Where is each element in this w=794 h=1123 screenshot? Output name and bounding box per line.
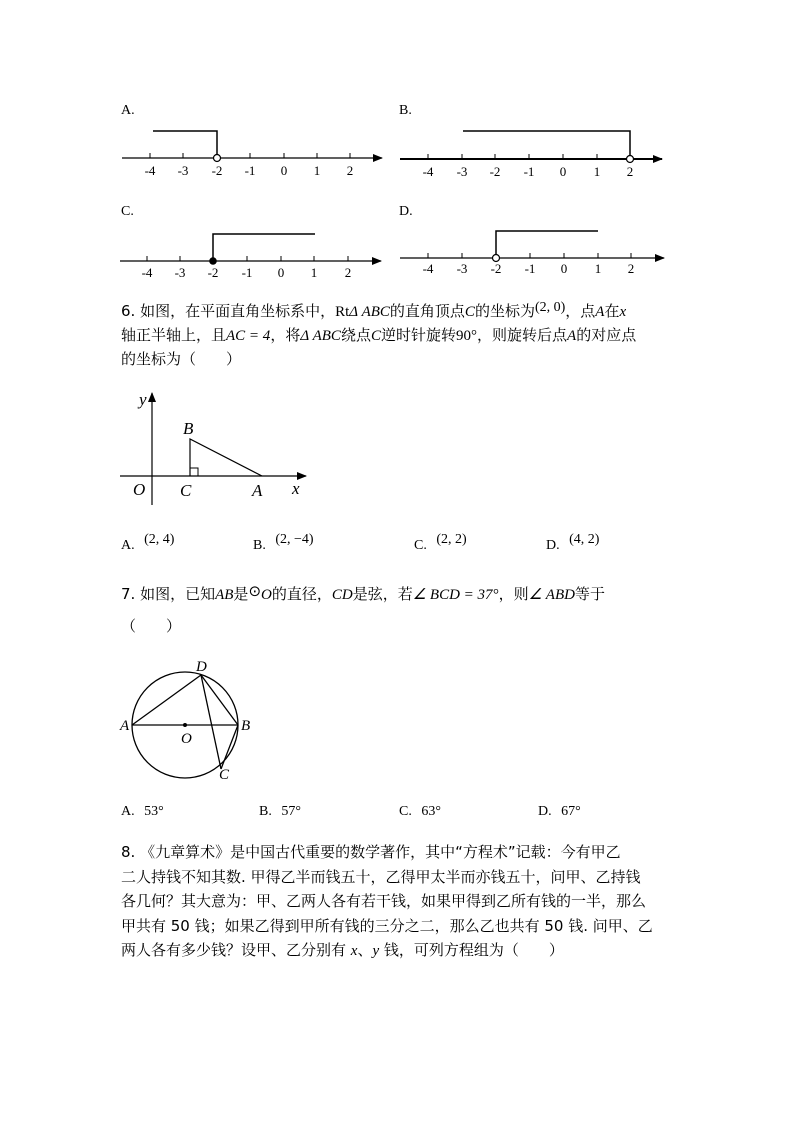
tick-label: 2 bbox=[627, 261, 635, 276]
option-label: A. bbox=[121, 804, 135, 819]
option-label: B. bbox=[253, 538, 266, 553]
label-a: A bbox=[252, 481, 263, 500]
number-line-a bbox=[122, 131, 382, 178]
tick-label: -4 bbox=[422, 261, 434, 276]
text: 6. 如图，在平面直角坐标系中， bbox=[121, 302, 336, 320]
option-value: 63° bbox=[421, 804, 441, 819]
tick-label: 0 bbox=[560, 261, 568, 276]
text: ，将 bbox=[270, 326, 301, 344]
text: 绕点 bbox=[340, 326, 371, 344]
question-8-line-2: 二人持钱不知其数. 甲得乙半而钱五十，乙得甲太半而亦钱五十，问甲、乙持钱 bbox=[121, 867, 641, 886]
tick-label: -4 bbox=[141, 265, 153, 280]
number-line-d bbox=[400, 231, 664, 276]
tick-label: -1 bbox=[241, 265, 253, 280]
math: AB bbox=[215, 587, 234, 603]
text: 轴正半轴上，且 bbox=[121, 326, 227, 344]
label-x: x bbox=[292, 479, 300, 498]
math: ∠ BCD = 37° bbox=[412, 587, 499, 603]
tick-label: -4 bbox=[144, 163, 156, 178]
question-8-line-5 bbox=[121, 938, 691, 964]
tick-label: 1 bbox=[313, 163, 321, 178]
tick-label: -1 bbox=[524, 261, 536, 276]
q7-option-d bbox=[538, 804, 581, 820]
q6-option-c bbox=[414, 532, 467, 554]
circle-figure bbox=[115, 655, 260, 785]
question-8-line-4: 甲共有 50 钱；如果乙得到甲所有钱的三分之二，那么乙也共有 50 钱. 问甲、乙 bbox=[121, 916, 653, 935]
label-a: A bbox=[120, 718, 130, 734]
label-o: O bbox=[181, 731, 192, 747]
label-d: D bbox=[196, 659, 207, 675]
q6-option-b bbox=[253, 532, 314, 554]
math: ∠ ABD bbox=[528, 587, 575, 603]
triangle-abc bbox=[190, 439, 262, 476]
q7-option-b bbox=[259, 804, 301, 820]
open-circle-icon bbox=[627, 156, 634, 163]
math: x bbox=[619, 304, 627, 320]
q6-option-d bbox=[546, 532, 600, 554]
question-6-line-3: 的坐标为（ ） bbox=[121, 350, 242, 368]
option-value: 57° bbox=[281, 804, 301, 819]
option-value: 53° bbox=[144, 804, 164, 819]
number-line-c bbox=[120, 234, 381, 280]
coordinate-figure bbox=[110, 385, 310, 510]
tick-label: -1 bbox=[244, 163, 256, 178]
math: C bbox=[370, 328, 381, 344]
math: y bbox=[372, 943, 380, 959]
option-b-label: B. bbox=[399, 103, 412, 118]
option-a-label: A. bbox=[121, 103, 135, 118]
math: Δ ABC bbox=[300, 328, 341, 344]
option-label: C. bbox=[399, 804, 412, 819]
math: AC = 4 bbox=[226, 328, 271, 344]
option-c-label: C. bbox=[121, 204, 134, 219]
question-6-text bbox=[121, 300, 681, 371]
text: 逆时针旋转 bbox=[380, 326, 456, 344]
tick-label: -2 bbox=[211, 163, 223, 178]
tick-label: -3 bbox=[456, 164, 468, 179]
tick-label: 1 bbox=[310, 265, 318, 280]
tick-label: -2 bbox=[490, 261, 502, 276]
number-lines-figure bbox=[0, 0, 794, 300]
math: A bbox=[595, 304, 605, 320]
tick-label: 0 bbox=[280, 163, 288, 178]
tick-label: -1 bbox=[523, 164, 535, 179]
tick-label: 2 bbox=[344, 265, 352, 280]
label-c: C bbox=[219, 767, 230, 783]
text: 的直角顶点 bbox=[389, 302, 465, 320]
question-8-line-1: 8. 《九章算术》是中国古代重要的数学著作，其中“方程术”记载：今有甲乙 bbox=[121, 843, 621, 861]
number-line-b bbox=[400, 131, 662, 179]
option-value: (4, 2) bbox=[569, 532, 600, 547]
text: 钱，可列方程组为（ ） bbox=[379, 941, 564, 959]
text: 等于 bbox=[574, 585, 605, 603]
option-d-label: D. bbox=[399, 204, 413, 219]
option-value: (2, 2) bbox=[436, 532, 467, 547]
question-6-line-1 bbox=[121, 300, 681, 324]
tick-label: 2 bbox=[346, 163, 354, 178]
open-circle-icon bbox=[214, 155, 221, 162]
text: 两人各有多少钱？设甲、乙分别有 bbox=[121, 941, 351, 959]
math: O bbox=[261, 587, 272, 603]
question-7-line-2: （ ） bbox=[121, 617, 182, 635]
label-y: y bbox=[139, 390, 147, 409]
question-6-line-2 bbox=[121, 324, 681, 348]
tick-label: -3 bbox=[456, 261, 468, 276]
option-label: A. bbox=[121, 538, 135, 553]
text: 是 bbox=[233, 585, 249, 603]
math: x bbox=[350, 943, 358, 959]
option-label: D. bbox=[546, 538, 560, 553]
center-dot bbox=[183, 723, 187, 727]
text: Rt bbox=[335, 304, 350, 320]
tick-label: 2 bbox=[626, 164, 634, 179]
math: CD bbox=[331, 587, 353, 603]
label-b: B bbox=[183, 419, 194, 438]
math: Δ ABC bbox=[349, 304, 390, 320]
option-label: B. bbox=[259, 804, 272, 819]
question-8-text bbox=[121, 840, 691, 964]
q7-option-a bbox=[121, 804, 164, 820]
option-value: (2, −4) bbox=[275, 532, 314, 547]
tick-label: 0 bbox=[559, 164, 567, 179]
label-c: C bbox=[180, 481, 192, 500]
text: 7. 如图，已知 bbox=[121, 585, 216, 603]
math: A bbox=[567, 328, 577, 344]
right-angle-mark bbox=[190, 468, 198, 476]
label-b: B bbox=[241, 718, 251, 734]
text: 是弦，若 bbox=[352, 585, 413, 603]
tick-label: -4 bbox=[422, 164, 434, 179]
text: ，则旋转后点 bbox=[477, 326, 568, 344]
q7-option-c bbox=[399, 804, 441, 820]
text: 的坐标为 bbox=[474, 302, 535, 320]
segment-bc bbox=[221, 725, 238, 769]
tick-label: 0 bbox=[277, 265, 285, 280]
text: ，点 bbox=[565, 302, 596, 320]
filled-circle-icon bbox=[209, 257, 217, 265]
segment-ad bbox=[132, 675, 201, 725]
math: (2, 0) bbox=[534, 300, 566, 315]
question-7-line-1 bbox=[121, 583, 681, 607]
text: 在 bbox=[604, 302, 620, 320]
tick-label: 1 bbox=[593, 164, 601, 179]
text: 的对应点 bbox=[576, 326, 637, 344]
question-8-line-3: 各几何？其大意为：甲、乙两人各有若干钱，如果甲得到乙所有钱的一半，那么 bbox=[121, 892, 647, 910]
text: 的直径， bbox=[271, 585, 332, 603]
question-7-text bbox=[121, 583, 681, 638]
option-value: (2, 4) bbox=[144, 532, 175, 547]
label-o: O bbox=[133, 480, 146, 499]
tick-label: 1 bbox=[594, 261, 602, 276]
text: 、 bbox=[357, 941, 373, 959]
tick-label: -2 bbox=[489, 164, 501, 179]
math: 90° bbox=[456, 328, 477, 344]
q6-option-a bbox=[121, 532, 175, 554]
tick-label: -3 bbox=[174, 265, 186, 280]
tick-label: -2 bbox=[207, 265, 219, 280]
math: C bbox=[464, 304, 475, 320]
option-value: 67° bbox=[561, 804, 581, 819]
option-label: C. bbox=[414, 538, 427, 553]
tick-label: -3 bbox=[177, 163, 189, 178]
circle-symbol-icon: ⊙ bbox=[248, 582, 262, 600]
option-label: D. bbox=[538, 804, 552, 819]
text: ，则 bbox=[498, 585, 529, 603]
